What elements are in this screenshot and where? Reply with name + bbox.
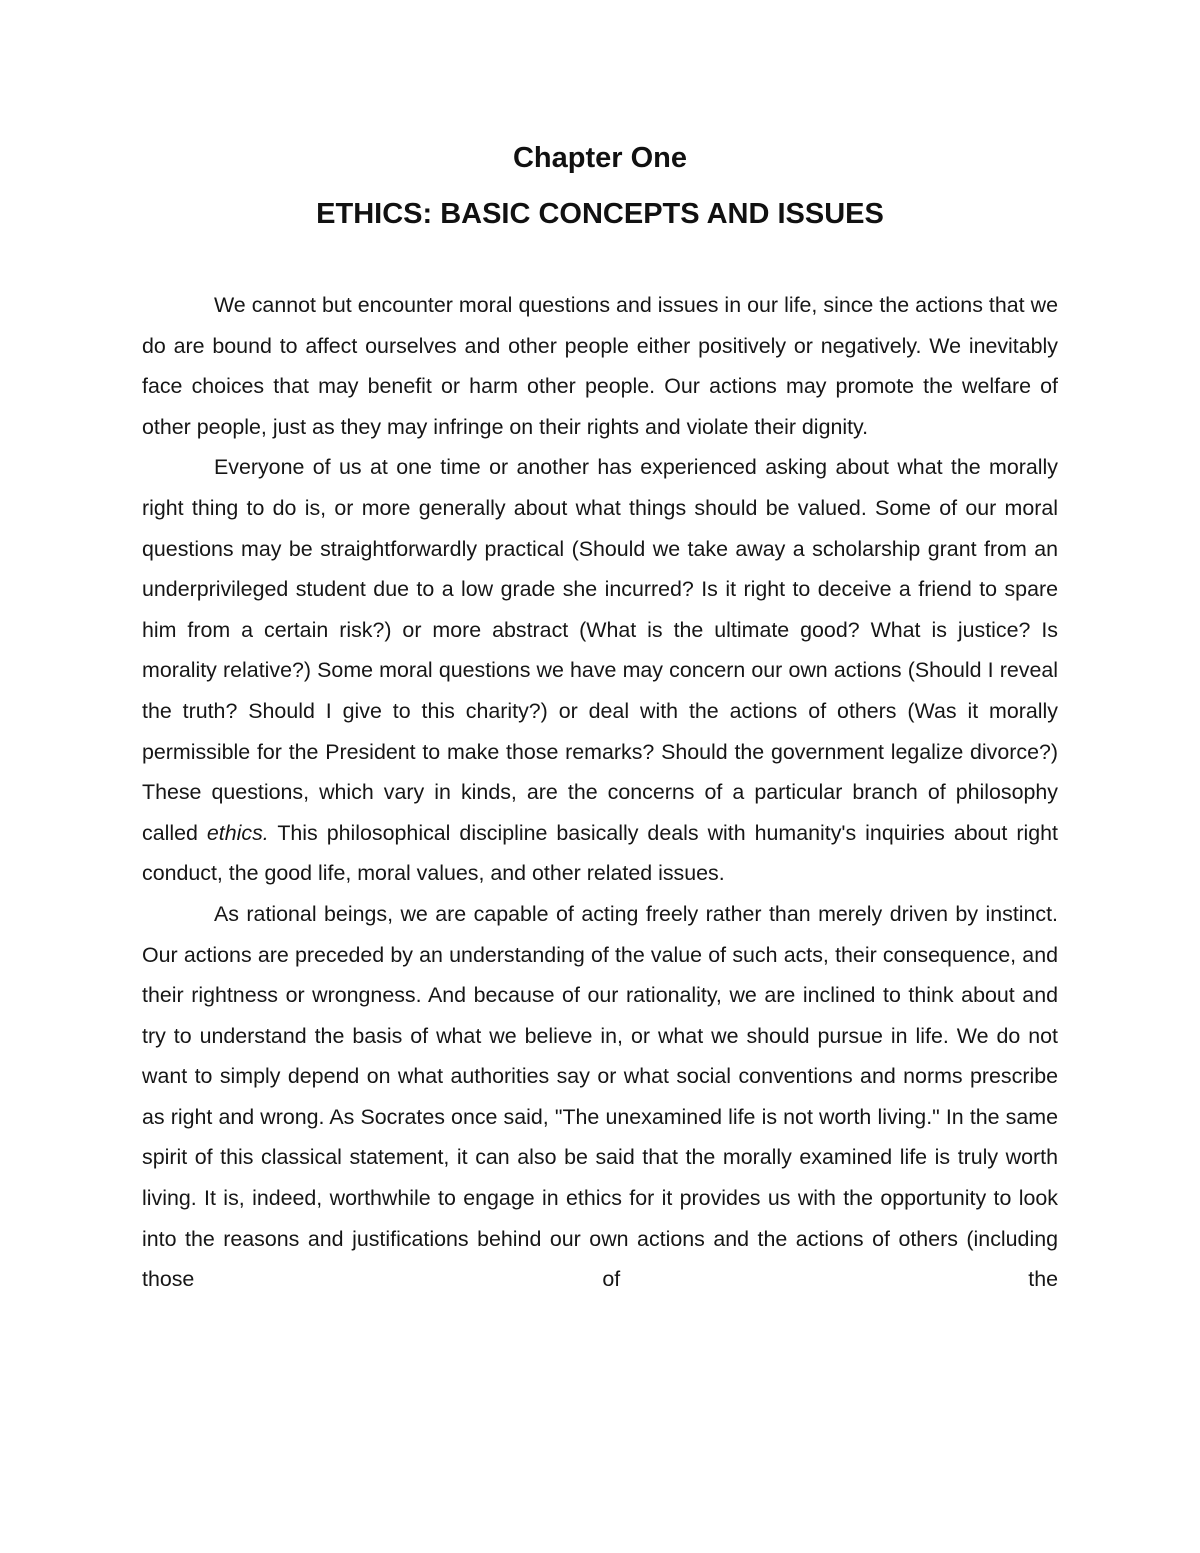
body-text [142,285,1058,1300]
ethics-term: ethics. [206,820,269,845]
paragraph-2 [142,447,1058,894]
paragraph-2-text-start: Everyone of us at one time or another has experienced asking about what the morally right thing to do is, or more generally about what things should be valued. Some of our moral questions may be straightforwardly practical (Should we take away a scholarship grant from an underprivileged student due to a low grade she incurred? Is it right to deceive a friend to spare him from a certain risk?) or more abstract (What is the ultimate good? What is justice? Is morality relative?) Some moral questions we have may concern our own actions (Should I reveal the truth? Should I give to this charity?) or deal with the actions of others (Was it morally permissible for the President to make those remarks? Should the government legalize divorce?) These questions, which vary in kinds, are the concerns of a particular branch of philosophy called [142,455,1058,845]
chapter-title: Chapter One [512,142,688,174]
paragraph-1: We cannot but encounter moral questions and issues in our life, since the actions that we do are bound to affect ourselves and other people either positively or negatively. We inevitably face choices that may benefit or harm other people. Our actions may promote the welfare of other people, just as they may infringe on their rights and violate their dignity. [142,293,1058,439]
paragraph-3: As rational beings, we are capable of acting freely rather than merely driven by instinct. Our actions are preceded by an understanding of the value of such acts, their consequence, and their rightness or wrongness. And because of our rationality, we are inclined to think about and try to understand the basis of what we believe in, or what we should pursue in life. We do not want to simply depend on what authorities say or what social conventions and norms prescribe as right and wrong. As Socrates once said, "The unexamined life is not worth living." In the same spirit of this classical statement, it can also be said that the morally examined life is truly worth living. It is, indeed, worthwhile to engage in ethics for it provides us with the opportunity to look into the reasons and justifications behind our own actions and the actions of others (including those of the [142,901,1058,1292]
section-title: ETHICS: BASIC CONCEPTS AND ISSUES [316,198,884,230]
paragraph-2-text-end: This philosophical discipline basically deals with humanity's inquiries about right conduct, the good life, moral values, and other related issues. [142,820,1058,886]
